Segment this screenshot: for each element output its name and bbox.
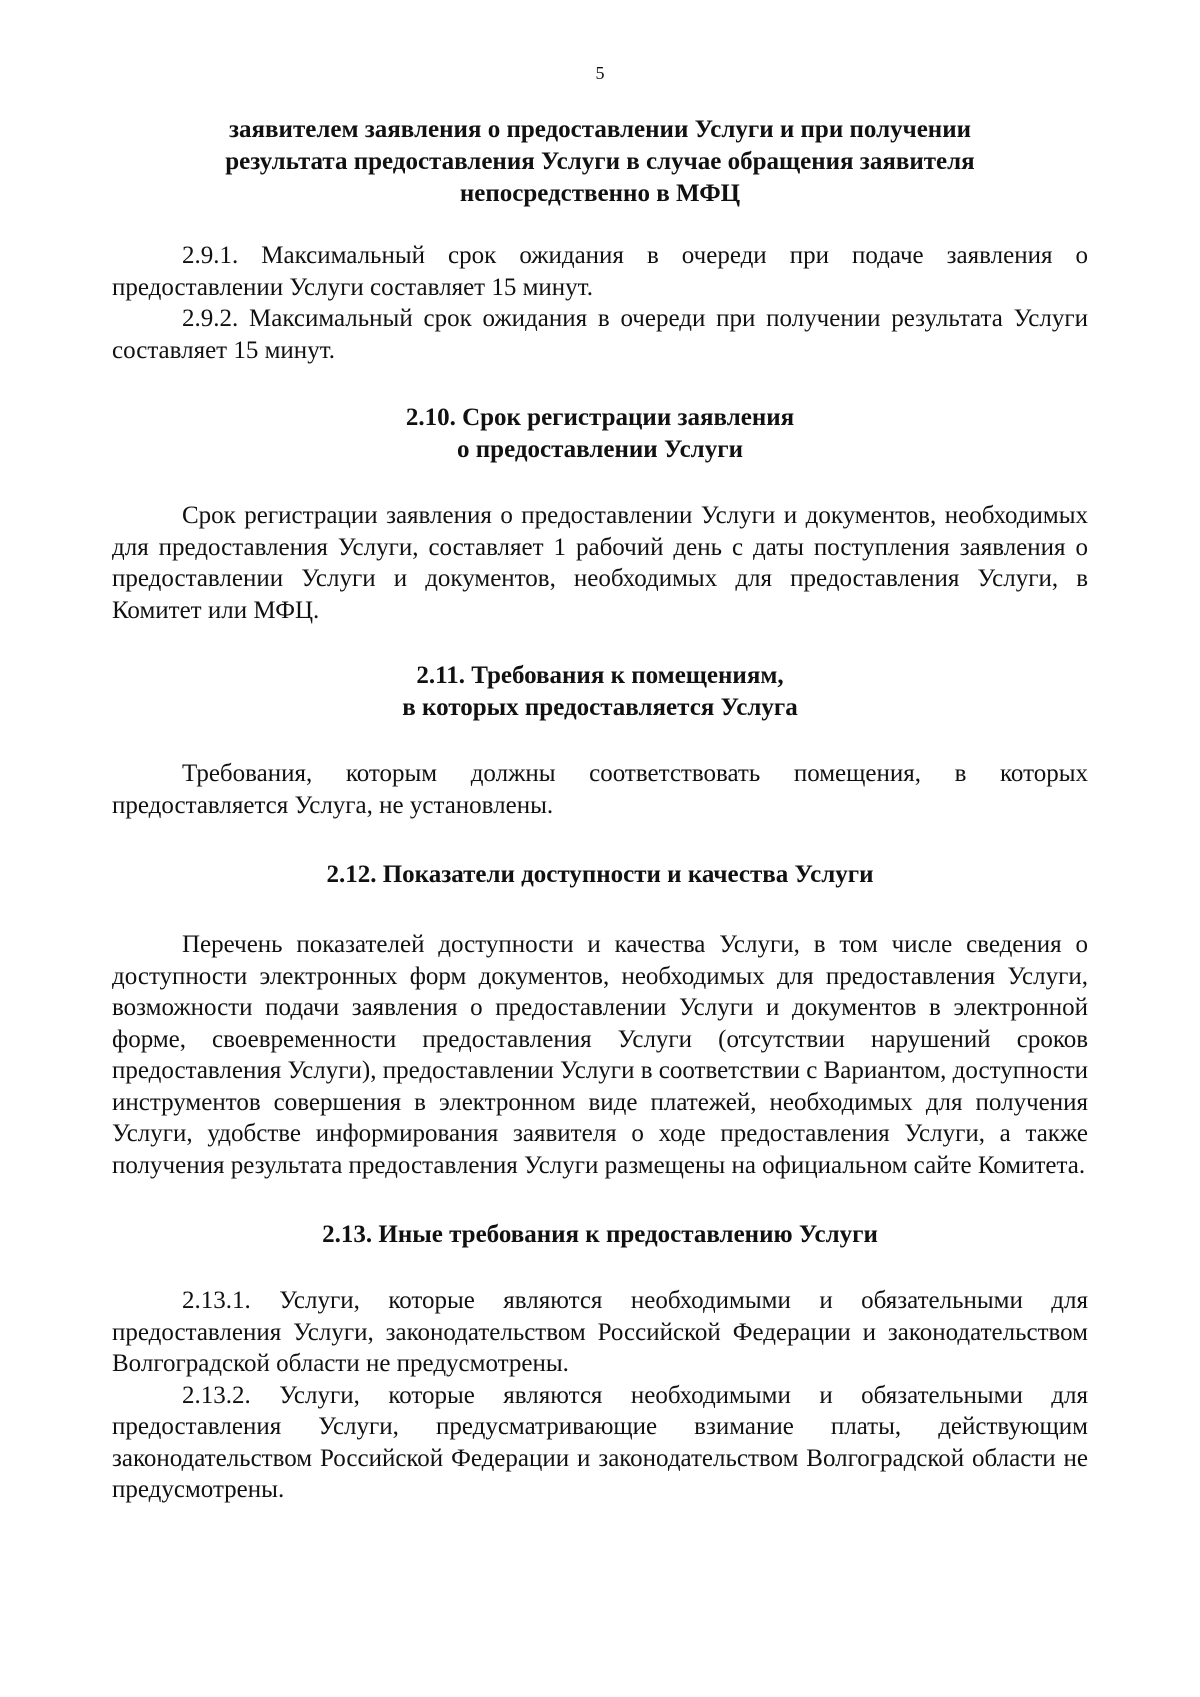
heading-line: 2.10. Срок регистрации заявления [405,404,795,431]
heading-line: в которых предоставляется Услуга [402,694,798,721]
heading-line: о предоставлении Услуги [457,436,743,463]
paragraph-2-13-2: 2.13.2. Услуги, которые являются необходимыми и обязательными для предоставления Услуги, предусматривающие взимание платы, действующим законодательством Российской Федерации и законодательством Волгоградской области не предусмотрены. [112,1381,1088,1503]
heading-line: результата предоставления Услуги в случае обращения заявителя [225,148,975,175]
section-heading-2-10 [112,402,1088,466]
section-heading-2-11 [112,660,1088,724]
page-number: 5 [595,63,605,83]
section-heading-2-13 [112,1219,1088,1251]
continuation-heading [112,114,1088,210]
paragraph-2-9-1: 2.9.1. Максимальный срок ожидания в очереди при подаче заявления о предоставлении Услуги составляет 15 минут. [112,242,1088,301]
heading-line: 2.13. Иные требования к предоставлению Услуги [322,1221,878,1248]
paragraph-2-13-1: 2.13.1. Услуги, которые являются необходимыми и обязательными для предоставления Услуги, законодательством Российской Федерации и законодательством Волгоградской области не предусмотрены. [112,1287,1088,1377]
heading-line: заявителем заявления о предоставлении Услуги и при получении [228,116,972,143]
heading-line: непосредственно в МФЦ [459,180,741,207]
paragraph-2-9-2: 2.9.2. Максимальный срок ожидания в очереди при получении результата Услуги составляет 15 минут. [112,305,1088,364]
paragraph-2-11: Требования, которым должны соответствовать помещения, в которых предоставляется Услуга, не установлены. [112,760,1088,819]
paragraph-2-10: Срок регистрации заявления о предоставлении Услуги и документов, необходимых для предоставления Услуги, составляет 1 рабочий день с даты поступления заявления о предоставлении Услуги и документов, необходимых для предоставления Услуги, в Комитет или МФЦ. [112,502,1088,624]
section-heading-2-12 [112,859,1088,891]
heading-line: 2.12. Показатели доступности и качества Услуги [326,861,874,888]
page-content [112,114,1088,1506]
heading-line: 2.11. Требования к помещениям, [416,662,784,689]
paragraph-2-12: Перечень показателей доступности и качества Услуги, в том числе сведения о доступности электронных форм документов, необходимых для предоставления Услуги, возможности подачи заявления о предоставлении Услуги и документов в электронной форме, своевременности предоставления Услуги (отсутствии нарушений сроков предоставления Услуги), предоставлении Услуги в соответствии с Вариантом, доступности инструментов совершения в электронном виде платежей, необходимых для получения Услуги, удобстве информирования заявителя о ходе предоставления Услуги, а также получения результата предоставления Услуги размещены на официальном сайте Комитета. [112,931,1088,1179]
